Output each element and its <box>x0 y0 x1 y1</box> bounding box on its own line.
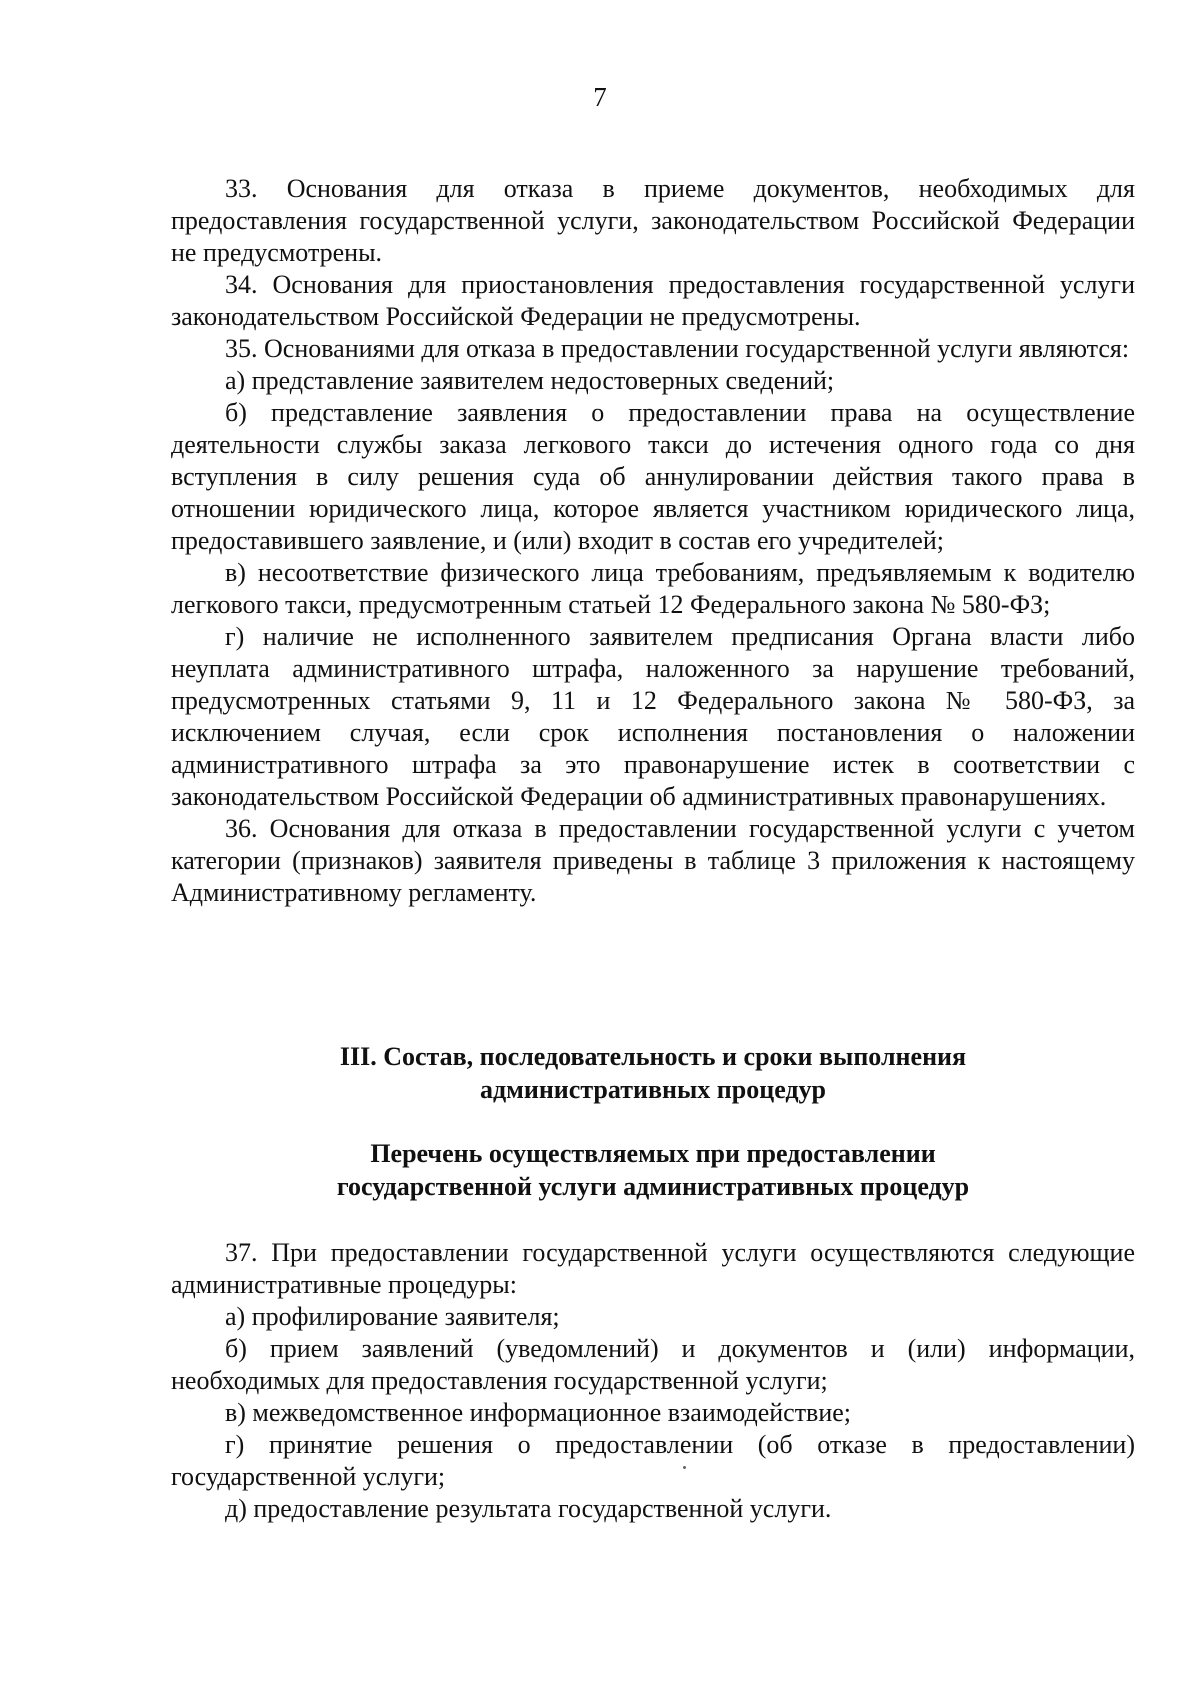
section-heading-line-2: административных процедур <box>479 1075 827 1104</box>
paragraph-35-b: б) представление заявления о предоставлении права на осуществление деятельности службы заказа легкового такси до истечения одного года со дня вступления в силу решения суда об аннулировании действия такого права в отношении юридического лица, которое является участником юридического лица, предоставившего заявление, и (или) входит в состав его учредителей; <box>171 398 1135 555</box>
paragraph-35-a: а) представление заявителем недостоверных сведений; <box>225 366 835 395</box>
paragraph-35-g: г) наличие не исполненного заявителем предписания Органа власти либо неуплата административного штрафа, наложенного за нарушение требований, предусмотренных статьями 9, 11 и 12 Федерального закона № 580-ФЗ, за исключением случая, если срок исполнения постановления о наложении административного штрафа за это правонарушение истек в соответствии с законодательством Российской Федерации об административных правонарушениях. <box>171 622 1135 811</box>
body-section-1 <box>171 173 1135 909</box>
paragraph-37-v: в) межведомственное информационное взаимодействие; <box>225 1398 852 1427</box>
paragraph-33: 33. Основания для отказа в приеме документов, необходимых для предоставления государственной услуги, законодательством Российской Федерации не предусмотрены. <box>171 174 1135 267</box>
paragraph-37-b: б) прием заявлений (уведомлений) и документов и (или) информации, необходимых для предоставления государственной услуги; <box>171 1334 1135 1395</box>
paragraph-36: 36. Основания для отказа в предоставлении государственной услуги с учетом категории (признаков) заявителя приведены в таблице 3 приложения к настоящему Административному регламенту. <box>171 814 1135 907</box>
paragraph-34: 34. Основания для приостановления предоставления государственной услуги законодательством Российской Федерации не предусмотрены. <box>171 270 1135 331</box>
section-heading <box>171 1040 1135 1106</box>
paragraph-35-v: в) несоответствие физического лица требованиям, предъявляемым к водителю легкового такси, предусмотренным статьей 12 Федерального закона № 580-ФЗ; <box>171 558 1135 619</box>
paragraph-37-d: д) предоставление результата государственной услуги. <box>225 1494 832 1523</box>
scan-speck <box>683 1466 686 1469</box>
page-number: 7 <box>593 82 607 112</box>
section-heading-line-1: III. Состав, последовательность и сроки выполнения <box>339 1042 967 1071</box>
paragraph-37: 37. При предоставлении государственной услуги осуществляются следующие административные процедуры: <box>171 1238 1135 1299</box>
paragraph-37-a: а) профилирование заявителя; <box>225 1302 560 1331</box>
subsection-heading-line-2: государственной услуги административных процедур <box>336 1172 970 1201</box>
subsection-heading-line-1: Перечень осуществляемых при предоставлении <box>370 1139 936 1168</box>
body-section-2 <box>171 1237 1135 1525</box>
subsection-heading <box>171 1137 1135 1203</box>
paragraph-35: 35. Основаниями для отказа в предоставлении государственной услуги являются: <box>225 334 1130 363</box>
paragraph-37-g: г) принятие решения о предоставлении (об отказе в предоставлении) государственной услуги; <box>171 1430 1135 1491</box>
